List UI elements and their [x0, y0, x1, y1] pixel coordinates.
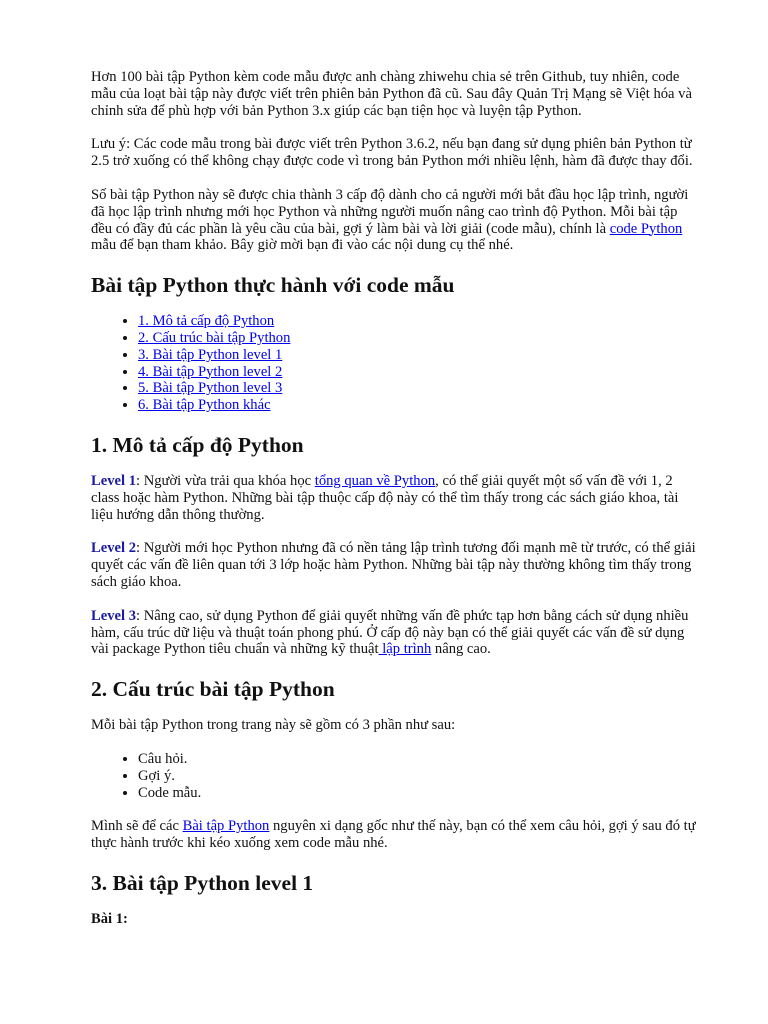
level-1-text-b: , có thể giải quyết một số vấn đề với 1, 2 class hoặc hàm Python. Những bài tập thuộc cấp độ này có thể tìm thấy trong các sách giáo khoa, tài liệu hướng dẫn thông thường. — [91, 472, 679, 523]
list-item: • Câu hỏi. — [138, 751, 696, 768]
code-python-link[interactable]: code Python — [609, 220, 683, 237]
level-3-text-b: nâng cao. — [431, 641, 491, 658]
list-item: • Code mẫu. — [138, 785, 696, 802]
programming-link[interactable]: lập trình — [378, 641, 432, 658]
level-3-label: Level 3 — [91, 607, 136, 624]
toc-item — [138, 364, 696, 381]
toc-item — [138, 313, 696, 330]
outro-text-b: nguyên xi dạng gốc như thế này, bạn có thể xem câu hỏi, gợi ý sau đó tự thực hành trước khi kéo xuống xem code mẫu nhé. — [91, 818, 696, 852]
toc-link-level-2[interactable]: 4. Bài tập Python level 2 — [138, 363, 283, 380]
section-3-heading: 3. Bài tập Python level 1 — [91, 870, 314, 895]
intro-paragraph-2: Lưu ý: Các code mẫu trong bài được viết trên Python 3.6.2, nếu bạn đang sử dụng phiên bản Python từ 2.5 trở xuống có thể không chạy được code vì trong bản Python mới nhiều lệnh, hàm đã được thay đổi. — [91, 136, 693, 170]
exercise-1-title: Bài 1: — [91, 910, 128, 927]
toc-link-level-3[interactable]: 5. Bài tập Python level 3 — [138, 380, 283, 397]
toc-link-level-1[interactable]: 3. Bài tập Python level 1 — [138, 346, 283, 363]
section-1-heading: 1. Mô tả cấp độ Python — [91, 432, 304, 457]
structure-list — [91, 751, 696, 801]
level-1-paragraph — [91, 473, 696, 523]
section-2-outro — [91, 818, 696, 852]
table-of-contents — [91, 313, 696, 414]
main-heading: Bài tập Python thực hành với code mẫu — [91, 273, 455, 298]
level-2-paragraph — [91, 540, 696, 590]
python-overview-link[interactable]: tổng quan về Python — [314, 472, 436, 489]
toc-item — [138, 347, 696, 364]
level-3-paragraph — [91, 608, 696, 658]
level-3-text-a: : Nâng cao, sử dụng Python để giải quyết những vấn đề phức tạp hơn bằng cách sử dụng nhiều hàm, cấu trúc dữ liệu và thuật toán phong phú. Ở cấp độ này bạn có thể giải quyết các vấn đề sử dụng vài package Python tiêu chuẩn và những kỹ thuật — [91, 607, 689, 658]
intro-text-a: Số bài tập Python này sẽ được chia thành 3 cấp độ dành cho cả người mới bắt đầu học lập trình, người đã học lập trình nhưng mới học Python và những người muốn nâng cao trình độ Python. Mỗi bài tập đều có đầy đủ các phần là yêu cầu của bài, gợi ý làm bài và lời giải (code mẫu), chính là — [91, 186, 689, 237]
level-1-label: Level 1 — [91, 472, 136, 489]
list-item: • Gợi ý. — [138, 768, 696, 785]
toc-item — [138, 397, 696, 414]
toc-item — [138, 330, 696, 347]
section-2-intro: Mỗi bài tập Python trong trang này sẽ gồm có 3 phần như sau: — [91, 717, 456, 734]
outro-text-a: Mình sẽ để các — [91, 818, 183, 835]
toc-link-structure[interactable]: 2. Cấu trúc bài tập Python — [138, 329, 291, 346]
level-2-text: : Người mới học Python nhưng đã có nền tảng lập trình tương đối mạnh mẽ từ trước, có thể giải quyết các vấn đề liên quan tới 3 lớp hoặc hàm Python. Những bài tập này thường không tìm thấy trong sách giáo khoa. — [91, 540, 696, 590]
level-1-text-a: : Người vừa trải qua khóa học — [136, 472, 315, 489]
intro-paragraph-1: Hơn 100 bài tập Python kèm code mẫu được anh chàng zhiwehu chia sẻ trên Github, tuy nhiên, code mẫu của loạt bài tập này được viết trên phiên bản Python đã cũ. Sau đây Quản Trị Mạng sẽ Việt hóa và chỉnh sửa để phù hợp với bản Python 3.x giúp các bạn tiện học và luyện tập Python. — [91, 69, 692, 119]
toc-link-other[interactable]: 6. Bài tập Python khác — [138, 397, 271, 414]
level-2-label: Level 2 — [91, 540, 136, 557]
toc-link-level-description[interactable]: 1. Mô tả cấp độ Python — [138, 313, 275, 330]
section-2-heading: 2. Cấu trúc bài tập Python — [91, 677, 335, 702]
intro-paragraph-3 — [91, 187, 696, 254]
intro-text-b: mẫu để bạn tham khảo. Bây giờ mời bạn đi vào các nội dung cụ thể nhé. — [91, 237, 514, 254]
python-exercises-link[interactable]: Bài tập Python — [182, 818, 270, 835]
toc-item — [138, 380, 696, 397]
